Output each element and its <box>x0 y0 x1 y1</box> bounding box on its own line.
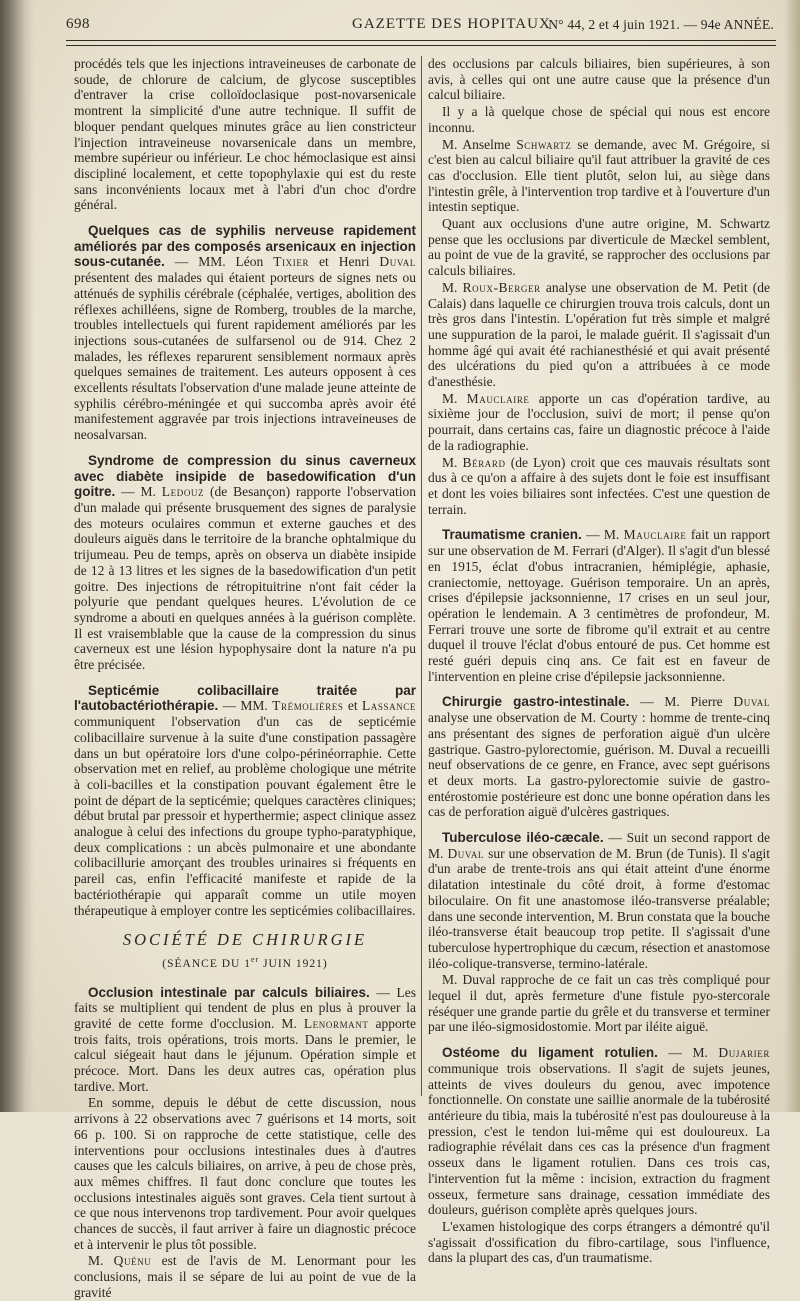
article-title: Ostéome du ligament rotulien. <box>442 1045 658 1061</box>
intro-paragraph: procédés tels que les injections intraveineuses de carbonate de soude, de chlorure de calcium, de glycose susceptibles d'entraver la crise colloïdoclasique post-novarsenicale montrent la simplicité d'une autre technique. Il suffit de bloquer pendant quelques minutes grâce au lien constricteur l'injection intraveineuse novarsenicale dans un membre, membre supérieur ou inférieur. Le choc hémoclasique est ainsi discipliné localement, et cette topophylaxie qui est du reste sans inconvénients locaux met à l'abri d'un choc d'ordre général. <box>74 56 416 213</box>
right-column <box>428 56 770 1266</box>
article-title: Quelques cas de syphilis nerveuse rapidement améliorés par des composés arsenicaux en injection sous-cutanée. <box>74 223 416 270</box>
article-osteome: Ostéome du ligament rotulien. — M. Dujarier communique trois observations. Il s'agit de sujets jeunes, atteints de vives douleurs du genou, avec impotence fonctionnelle. On constate une saillie anormale de la tubérosité antérieure du tibia, mais la tubérosité n'est pas douloureuse à la pression, c'est le tendon lui-même qui est douloureux. La radiographie révélait dans ces cas la présence d'un fragment osseux dans le ligament rotulien. Dans ces trois cas, l'intervention fut la même : incision, extraction du fragment osseux, fermeture sans drainage, cessation immédiate des douleurs, guérison complète après quelques jours. <box>428 1045 770 1218</box>
left-column <box>74 56 417 1300</box>
body-paragraph: M. Quénu est de l'avis de M. Lenormant pour les conclusions, mais il se sépare de lui au point de vue de la gravité <box>74 1253 416 1300</box>
author-name: Roux-Berger <box>462 279 541 295</box>
header-rule-top <box>66 40 776 41</box>
author-name: Lenormant <box>303 1015 369 1031</box>
author-name: Ledouz <box>161 484 205 500</box>
article-occlusion: Occlusion intestinale par calculs biliaires. — Les faits se multiplient qui tendent de plus en plus à prouver la gravité de cette forme d'occlusion. M. Lenormant apporte trois faits, trois opérations, trois morts. Dans le premier, le calcul siégeait haut dans le jéjunum. Opération simple et précoce. Mort. Dans les deux autres cas, opération plus tardive. Mort. <box>74 984 417 1094</box>
article-syphilis: Quelques cas de syphilis nerveuse rapidement améliorés par des composés arsenicaux en injection sous-cutanée. — MM. Léon Tixier et Henri Duval présentent des malades qui étaient porteurs de signes nets ou atténués de syphilis cérébrale (céphalée, vertiges, abolition des réflexes achilléens, signe de Romberg, troubles de la marche, troubles intellectuels qui furent rapidement améliorés par les injections sous-cutanées de sulfarsenol ou de 914. Chez 2 malades, les réflexes reparurent sensiblement normaux après quelques semaines de traitement. Les auteurs opposent à ces excellents résultats l'observation d'une malade jeune atteinte de syphilis cérébro-méningée et qui succomba après avoir été manifestement aggravée par trois injections intraveineuses de neosalvarsan. <box>74 223 416 443</box>
article-title: Traumatisme cranien. <box>442 527 582 543</box>
page-binding-shadow <box>0 0 34 1112</box>
column-divider <box>421 56 422 1096</box>
journal-title: GAZETTE DES HOPITAUX <box>352 16 551 32</box>
header-rule-bottom <box>66 45 776 46</box>
body-paragraph: M. Mauclaire apporte un cas d'opération tardive, au sixième jour de l'occlusion, suivi de mort; il pense qu'on pourrait, dans certains cas, faire un diagnostic précoce à l'aide de la radiographie. <box>428 390 770 453</box>
article-chirurgie-gastro: Chirurgie gastro-intestinale. — M. Pierre Duval analyse une observation de M. Courty : homme de trente-cinq ans présentant des signes de perforation aiguë d'un ulcère gastrique. Gastro-pylorectomie, guérison. M. Duval a recueilli neuf observations de ce genre, en France, avec sept guérisons et deux morts. La gastro-pylorectomie suivie de gastro-entérostomie postérieure est donc une bonne opération dans les cas de perforation aiguë d'ulcères gastriques. <box>428 694 770 820</box>
society-heading: SOCIÉTÉ DE CHIRURGIE <box>122 930 368 950</box>
author-name: Tixier <box>273 254 310 270</box>
article-title: Syndrome de compression du sinus caverneux avec diabète insipide de basedowification d'un goitre. <box>74 452 416 500</box>
author-name: Bérard <box>462 454 506 470</box>
author-name: Duval <box>733 694 770 710</box>
author-name: Mauclaire <box>466 390 530 406</box>
author-name: Lassance <box>361 698 416 714</box>
body-paragraph: M. Roux-Berger analyse une observation de M. Petit (de Calais) dans laquelle ce chirurgien trouva trois calculs, dont un très gros dans l'intestin. L'opération fut très simple et malgré une suppuration de la paroi, le malade guérit. Il s'agissait d'un homme âgé qui avait été rachianesthésié et qui avait présenté des ulcérations du pied qu'on a attribuées à ce mode d'anesthésie. <box>428 279 770 390</box>
page-number: 698 <box>66 16 90 32</box>
body-paragraph: M. Bérard (de Lyon) croit que ces mauvais résultats sont dus à ce qu'on a affaire à des sujets dont le foie est insuffisant et dont les voies biliaires sont infectées. C'est une question de terrain. <box>428 454 770 517</box>
article-title: Chirurgie gastro-intestinale. <box>442 694 630 710</box>
author-name: Duval <box>447 845 485 861</box>
session-date: (SÉANCE DU 1er JUIN 1921) <box>162 954 328 970</box>
body-paragraph: L'examen histologique des corps étrangers a démontré qu'il s'agissait d'ossification du fibro-cartilage, sous l'influence, dans la plupart des cas, d'un traumatisme. <box>428 1218 770 1266</box>
body-paragraph: M. Duval rapproche de ce fait un cas très compliqué pour lequel il dut, après fermeture d'une fistule pyo-stercorale réséquer une grande partie du grêle et du transverse et terminer par une iléo-sigmosidostomie. Mort par iléite aiguë. <box>428 972 770 1035</box>
body-paragraph: En somme, depuis le début de cette discussion, nous arrivons à 22 observations avec 7 guérisons et 14 morts, soit 66 p. 100. Si on rapproche de cette statistique, celle des interventions pour occlusions intestinales dues à d'autres causes que les calculs biliaires, on arrive, à peu de chose près, aux mêmes chiffres. Il faut donc conclure que toutes les occlusions intestinales aiguës sont graves. Cela tient surtout à ce que nous intervenons trop tardivement. Pour avoir quelques chances de succès, il faut arriver à faire un diagnostic précoce et à intervenir le plus tôt possible. <box>74 1095 416 1252</box>
page-edge-shadow <box>784 0 800 1112</box>
article-title: Tuberculose iléo-cæcale. <box>442 830 604 846</box>
author-name: Trémolières <box>272 698 344 714</box>
body-paragraph: des occlusions par calculs biliaires, bien supérieures, à son avis, à celles qui ont une autre cause que la présence d'un calcul biliaire. <box>428 56 770 103</box>
author-name: Duval <box>379 254 416 270</box>
body-paragraph: Quant aux occlusions d'une autre origine, M. Schwartz pense que les occlusions par diverticule de Mæckel semblent, au point de vue de la gravité, se rapprocher des occlusions par calculs biliaires. <box>428 216 770 279</box>
page-header <box>62 14 778 36</box>
article-tuberculose: Tuberculose iléo-cæcale. — Suit un second rapport de M. Duval sur une observation de M. Brun (de Tunis). Il s'agit d'un arabe de trente-trois ans qui était atteint d'une énorme dilatation intestinale du côté droit, à forme d'estomac biloculaire. On fit une anastomose iléo-transverse préalable; dans une seconde intervention, M. Brun constata que la bouche iléo-transverse était beaucoup trop petite. Il s'agissait d'une tuberculose hypertrophique du cæcum, résection et anastomose iléo-colique-transverse, termino-latérale. <box>428 830 770 971</box>
article-septicemie: Septicémie colibacillaire traitée par l'autobactériothérapie. — MM. Trémolières et Lassance communiquent l'observation d'un cas de septicémie colibacillaire survenue à la suite d'une constipation passagère dans un but opératoire lors d'une colpo-périnéorraphie. Cette observation met en relief, au problème chologique une métrite à coli-bacilles et la constipation pouvant également être le point de départ de la septicémie; quelques caractères cliniques; début brutal par pressoir et hyperthermie; aspect clinique assez analogue à celui des infections du groupe typho-paratyphique, deux complications : un abcès pulmonaire et une abondante colibacillurie amorçant des troubles urinaires si fréquents en pareil cas, enfin l'efficacité manifeste et rapide de la bactériothérapie qui apparaît comme un utile moyen thérapeutique à employer contre les septicémies colibacillaires. <box>74 682 416 918</box>
author-name: Mauclaire <box>623 527 687 543</box>
body-paragraph: Il y a là quelque chose de spécial qui nous est encore inconnu. <box>428 104 770 135</box>
author-name: Quénu <box>113 1253 152 1269</box>
article-sinus-caverneux: Syndrome de compression du sinus caverneux avec diabète insipide de basedowification d'un goitre. — M. Ledouz (de Besançon) rapporte l'observation d'un malade qui présente brusquement des signes de paralysie des moteurs oculaires commun et externe gauches et des douleurs aiguës dans le territoire de la branche ophtalmique du trijumeau. Peu de temps, après on observa un diabète insipide de 12 à 13 litres et les signes de la basedowification d'un petit goitre. Des injections de rétropituitrine n'ont fait céder la polyurie que pendant quelques heures. L'évolution de ce syndrome a abouti en quelques années à la guérison complète. Il est vraisemblable que la cause de la compression du sinus caverneux est une lésion hypophysaire dont la nature n'a pu être précisée. <box>74 452 416 673</box>
article-title: Septicémie colibacillaire traitée par l'autobactériothérapie. <box>74 682 416 714</box>
article-traumatisme: Traumatisme cranien. — M. Mauclaire fait un rapport sur une observation de M. Ferrari (d'Alger). Il s'agit d'un blessé en 1915, éclat d'obus intracranien, hémiplégie, aphasie, craniectomie, nettoyage. Guérison temporaire. Un an après, crises d'épilepsie jacksonnienne, 17 crises en un seul jour, opération le lendemain. A 3 centimètres de profondeur, M. Ferrari trouve une sorte de fibrome qu'il extrait et au centre duquel il trouve l'éclat d'obus entouré de pus. Cet homme est resté guéri depuis cinq ans. Ce fait est en faveur de l'intervention en pleine crise d'épilepsie jacksonnienne. <box>428 527 770 684</box>
body-paragraph: M. Anselme Schwartz se demande, avec M. Grégoire, si c'est bien au calcul biliaire qu'il faut attribuer la gravité de ces cas d'occlusion. Elle tient plutôt, selon lui, au siège dans l'intestin grêle, à l'intervention trop tardive et à l'ouverture d'un intestin septique. <box>428 136 770 215</box>
article-title: Occlusion intestinale par calculs biliaires. <box>88 984 370 1000</box>
issue-info: N° 44, 2 et 4 juin 1921. — 94e ANNÉE. <box>548 17 774 32</box>
author-name: Schwartz <box>516 136 572 152</box>
author-name: Dujarier <box>718 1045 770 1061</box>
